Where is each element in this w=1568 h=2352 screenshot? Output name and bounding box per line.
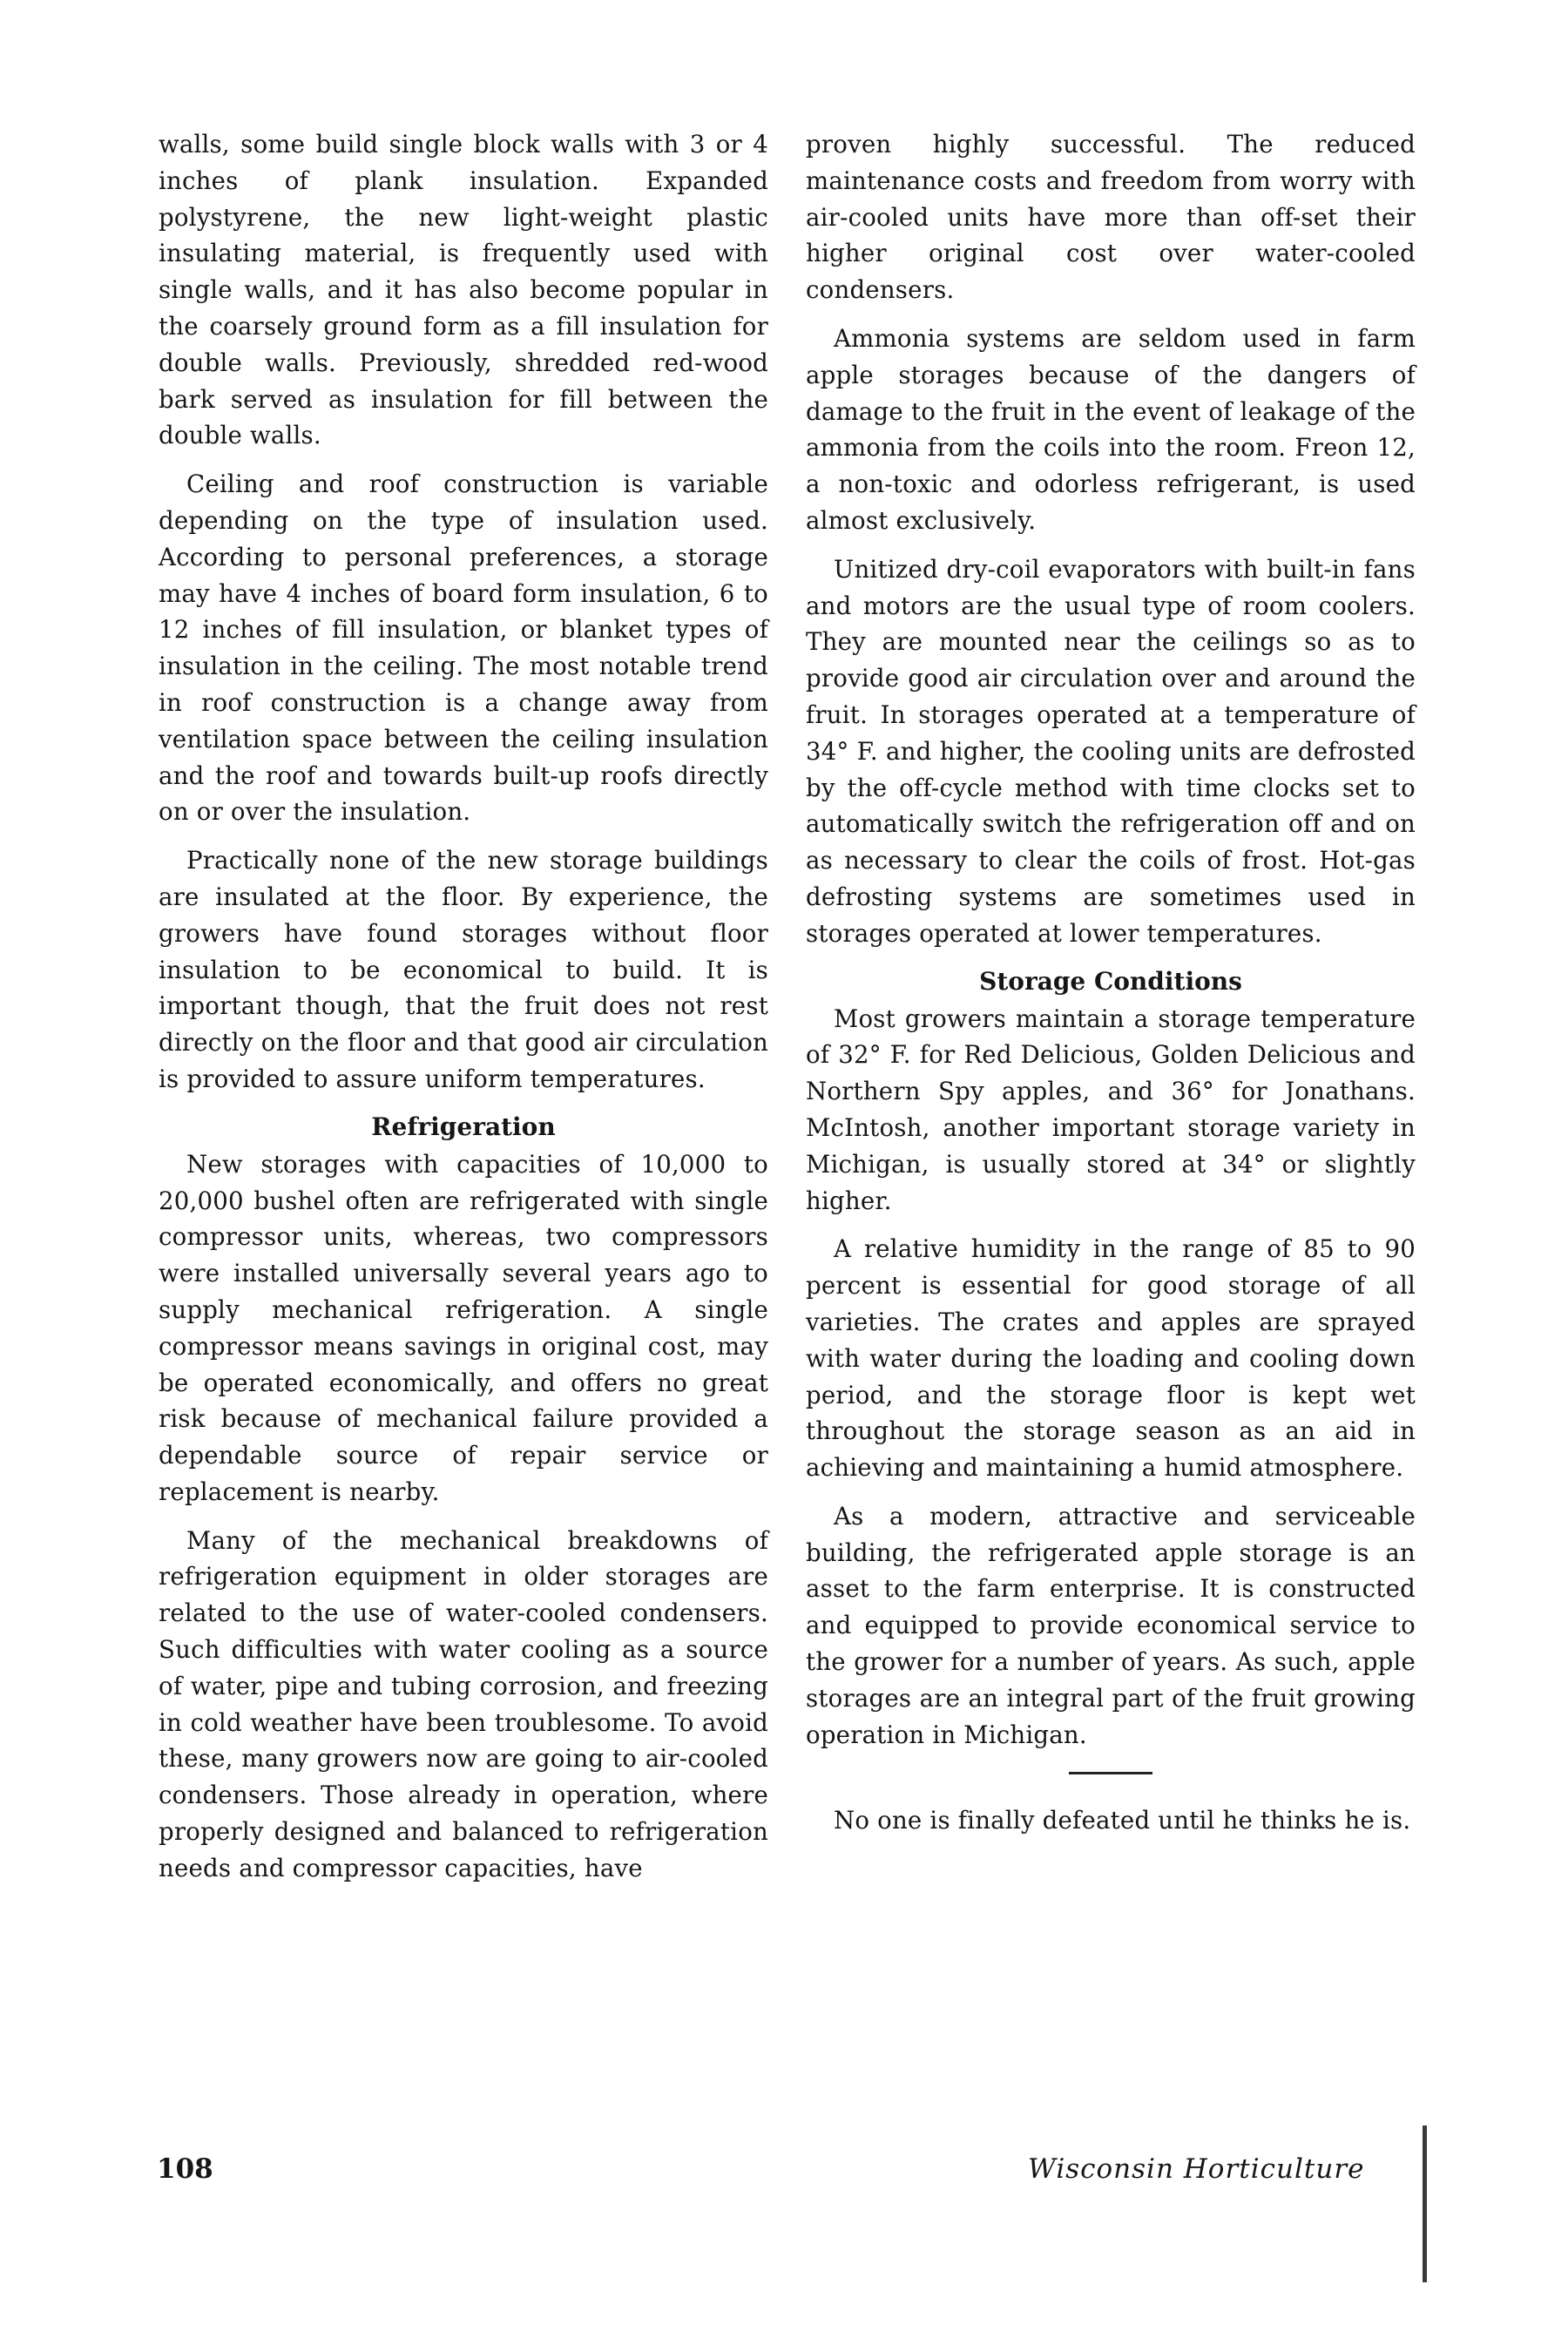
paragraph-ceiling-roof: Ceiling and roof construction is variable depending on the type of insulation used. According to personal preferences, a storage may have 4 inches of board form insulation, 6 to 12 inches of fill insulation, or blanket types of insulation in the ceiling. The most notable trend in roof construction is a change away from ventilation space between the ceiling insulation and the roof and towards built-up roofs directly on or over the insulation. (159, 470, 768, 827)
heading-storage-conditions: Storage Conditions (979, 966, 1242, 996)
paragraph-floor-insulation: Practically none of the new storage buildings are insulated at the floor. By experience, the growers have found storages without floor insulation to be economical to build. It is important though, that the fruit does not rest directly on the floor and that good air circulation is provided to assure uniform temperatures. (159, 846, 768, 1093)
quote: No one is finally defeated until he thinks he is. (834, 1806, 1411, 1835)
page-number: 108 (157, 2153, 213, 2185)
paragraph-temperature: Most growers maintain a storage temperature of 32° F. for Red Delicious, Golden Delicious and Northern Spy apples, and 36° for Jonathans. McIntosh, another important storage variety in Michigan, is usually stored at 34° or slightly higher. (806, 1004, 1416, 1215)
paragraph-ammonia: Ammonia systems are seldom used in farm apple storages because of the dangers of damage to the fruit in the event of leakage of the ammonia from the coils into the room. Freon 12, a non-toxic and odorless refrigerant, is used almost exclusively. (806, 323, 1416, 535)
paragraph-conclusion: As a modern, attractive and serviceable building, the refrigerated apple storage is an asset to the farm enterprise. It is constructed and equipped to provide economical service to the grower for a number of years. As such, apple storages are an integral part of the fruit growing operation in Michigan. (806, 1501, 1416, 1749)
paragraph-humidity: A relative humidity in the range of 85 to 90 percent is essential for good storage of all varieties. The crates and apples are sprayed with water during the loading and cooling down period, and the storage floor is kept wet throughout the storage season as an aid in achieving and maintaining a humid atmosphere. (806, 1234, 1416, 1483)
paragraph-compressors: New storages with capacities of 10,000 to 20,000 bushel often are refrigerated with single compressor units, whereas, two compressors were installed universally several years ago to supply mechanical refrigeration. A single compressor means savings in original cost, may be operated economically, and offers no great risk because of mechanical failure provided a dependable source of repair service or replacement is nearby. (159, 1149, 768, 1506)
left-column (159, 126, 768, 1899)
paragraph-air-cooled: proven highly successful. The reduced maintenance costs and freedom from worry with air-cooled units have more than off-set their higher original cost over water-cooled condensers. (806, 130, 1416, 305)
right-column (806, 126, 1416, 1851)
paragraph-evaporators: Unitized dry-coil evaporators with built-in fans and motors are the usual type of room coolers. They are mounted near the ceilings so as to provide good air circulation over and around the fruit. In storages operated at a temperature of 34° F. and higher, the cooling units are defrosted by the off-cycle method with time clocks set to automatically switch the refrigeration off and on as necessary to clear the coils of frost. Hot-gas defrosting systems are sometimes used in storages operated at lower temperatures. (806, 554, 1416, 948)
paragraph-condensers: Many of the mechanical breakdowns of refrigeration equipment in older storages are related to the use of water-cooled condensers. Such difficulties with water cooling as a source of water, pipe and tubing corrosion, and freezing in cold weather have been troublesome. To avoid these, many growers now are going to air-cooled condensers. Those already in operation, where properly designed and balanced to refrigeration needs and compressor capacities, have (159, 1525, 768, 1882)
section-divider (1069, 1772, 1152, 1774)
magazine-title: Wisconsin Horticulture (1028, 2153, 1365, 2185)
heading-refrigeration: Refrigeration (371, 1112, 556, 1141)
paragraph-wall-insulation: walls, some build single block walls with 3 or 4 inches of plank insulation. Expanded polystyrene, the new light-weight plastic insulating material, is frequently used with single walls, and it has also become popular in the coarsely ground form as a fill insulation for double walls. Previously, shredded red-wood bark served as insulation for fill between the double walls. (159, 130, 768, 450)
margin-rule (1423, 2126, 1427, 2282)
